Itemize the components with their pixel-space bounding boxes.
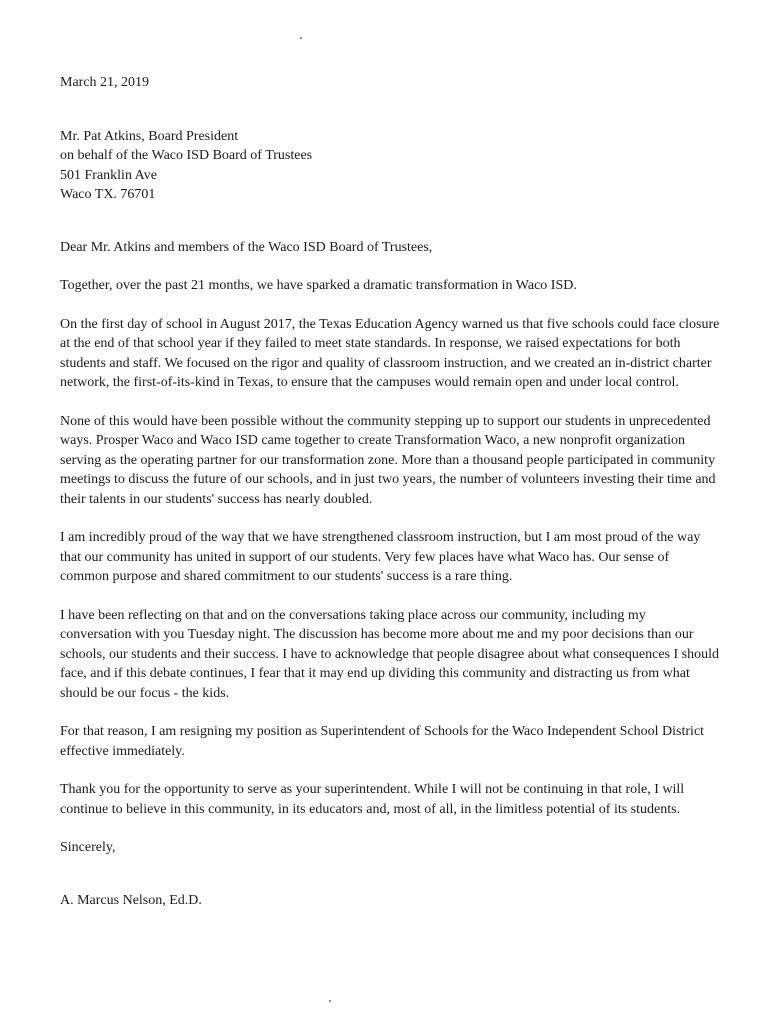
paragraph-reflection: I have been reflecting on that and on the conversations taking place across our community, including my conversation with you Tuesday night. The discussion has become more about me and my poor decisions than our schools, our students and their success. I have to acknowledge that people disagree about what consequences I should face, and if this debate continues, I fear that it may end up dividing this community and distracting us from what should be our focus - the kids. — [60, 607, 719, 701]
scan-speck — [300, 37, 302, 39]
paragraph-tea-warning: On the first day of school in August 2017, the Texas Education Agency warned us that five schools could face closure at the end of that school year if they failed to meet state standards. In response, we raised expectations for both students and staff. We focused on the rigor and quality of classroom instruction, and we created an in-district charter network, the first-of-its-kind in Texas, to ensure that the campuses would remain open and under local control. — [60, 316, 720, 390]
paragraph-pride: I am incredibly proud of the way that we have strengthened classroom instruction, but I am most proud of the way that our community has united in support of our students. Very few places have what Waco has. Our sense of common purpose and shared commitment to our students' success is a rare thing. — [60, 530, 701, 584]
scan-speck — [329, 1000, 331, 1002]
recipient-address — [60, 127, 720, 205]
letter-body — [60, 73, 720, 910]
paragraph-thanks: Thank you for the opportunity to serve as your superintendent. While I will not be continuing in that role, I will continue to believe in this community, in its educators and, most of all, in the limitless potential of its students. — [60, 782, 685, 817]
salutation: Dear Mr. Atkins and members of the Waco ISD Board of Trustees, — [60, 239, 433, 255]
paragraph-community: None of this would have been possible without the community stepping up to support our students in unprecedented ways. Prosper Waco and Waco ISD came together to create Transformation Waco, a new nonprofit organization serving as the operating partner for our transformation zone. More than a thousand people participated in community meetings to discuss the future of our schools, and in just two years, the number of volunteers investing their time and their talents in our students' success has nearly doubled. — [60, 413, 716, 507]
letter-date: March 21, 2019 — [60, 75, 150, 90]
closing: Sincerely, — [60, 840, 116, 855]
recipient-city: Waco TX. 76701 — [60, 187, 156, 202]
recipient-name: Mr. Pat Atkins, Board President — [60, 128, 239, 144]
paragraph-intro: Together, over the past 21 months, we have sparked a dramatic transformation in Waco ISD. — [60, 278, 577, 293]
signer-name: A. Marcus Nelson, Ed.D. — [60, 892, 202, 908]
recipient-organization: on behalf of the Waco ISD Board of Trustees — [60, 148, 313, 163]
paragraph-resignation: For that reason, I am resigning my position as Superintendent of Schools for the Waco Independent School District effective immediately. — [60, 724, 705, 759]
recipient-street: 501 Franklin Ave — [60, 167, 157, 183]
